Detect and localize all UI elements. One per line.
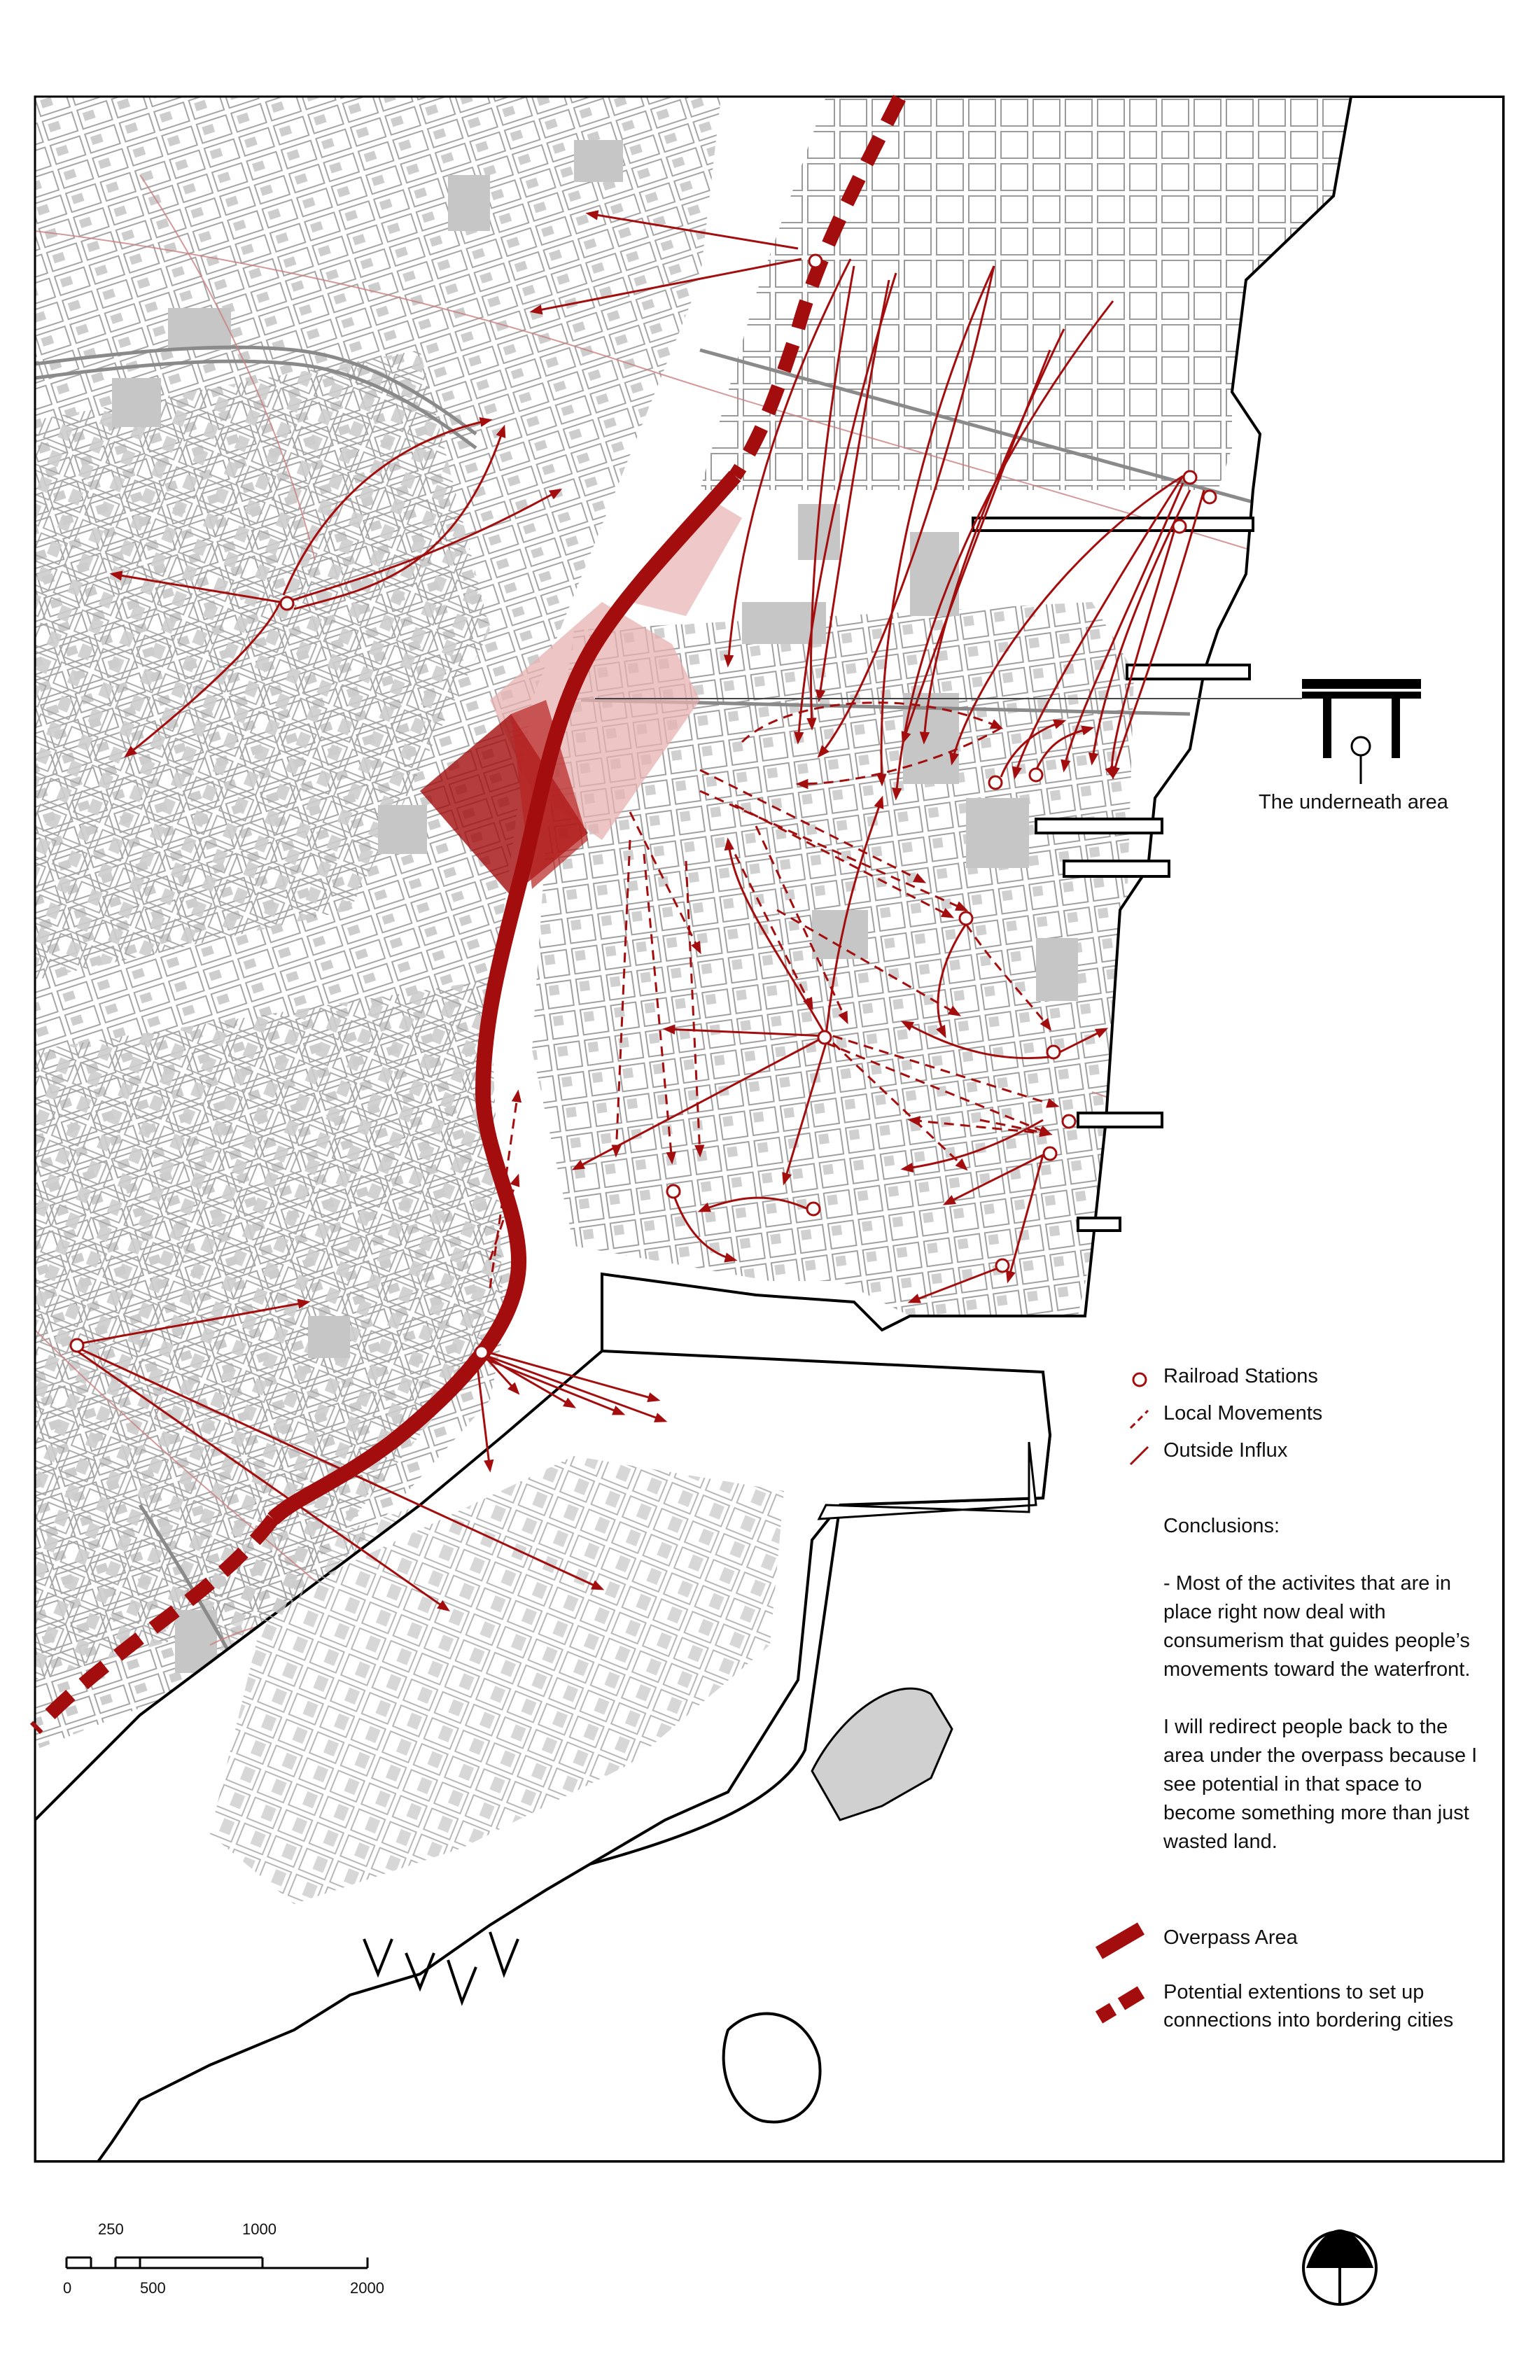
legend-label-extensions-1: Potential extentions to set up <box>1163 1981 1424 2003</box>
legend-label-influx: Outside Influx <box>1163 1439 1288 1462</box>
legend-label-stations: Railroad Stations <box>1163 1365 1318 1387</box>
legend-label-overpass: Overpass Area <box>1163 1926 1298 1949</box>
underpass-zone-light-north <box>630 497 742 616</box>
person-marker-icon <box>1352 737 1370 755</box>
scale-label-1000: 1000 <box>242 2220 276 2238</box>
scale-label-2000: 2000 <box>350 2279 384 2297</box>
conclusions-paragraph-2: I will redirect people back to the area under the overpass because I see potential in that space to become something more than just wasted land. <box>1163 1716 1478 1853</box>
underneath-area-label: The underneath area <box>1259 791 1448 813</box>
scale-label-0: 0 <box>63 2279 72 2297</box>
scale-label-500: 500 <box>140 2279 166 2297</box>
conclusions-title: Conclusions: <box>1163 1515 1280 1537</box>
north-arrow-icon <box>1303 2230 1376 2304</box>
scale-bar <box>66 2258 368 2268</box>
scale-label-250: 250 <box>98 2220 124 2238</box>
conclusions-paragraph-1: - Most of the activites that are in place right now deal with consumerism that guides people’s movements toward the waterfront. <box>1163 1572 1471 1681</box>
conclusions-block <box>1163 1512 1485 1885</box>
station-circle-icon <box>1133 1373 1146 1386</box>
overpass-section-icon <box>1302 679 1421 689</box>
legend-label-extensions-2: connections into bordering cities <box>1163 2009 1454 2031</box>
legend-label-local: Local Movements <box>1163 1402 1323 1424</box>
